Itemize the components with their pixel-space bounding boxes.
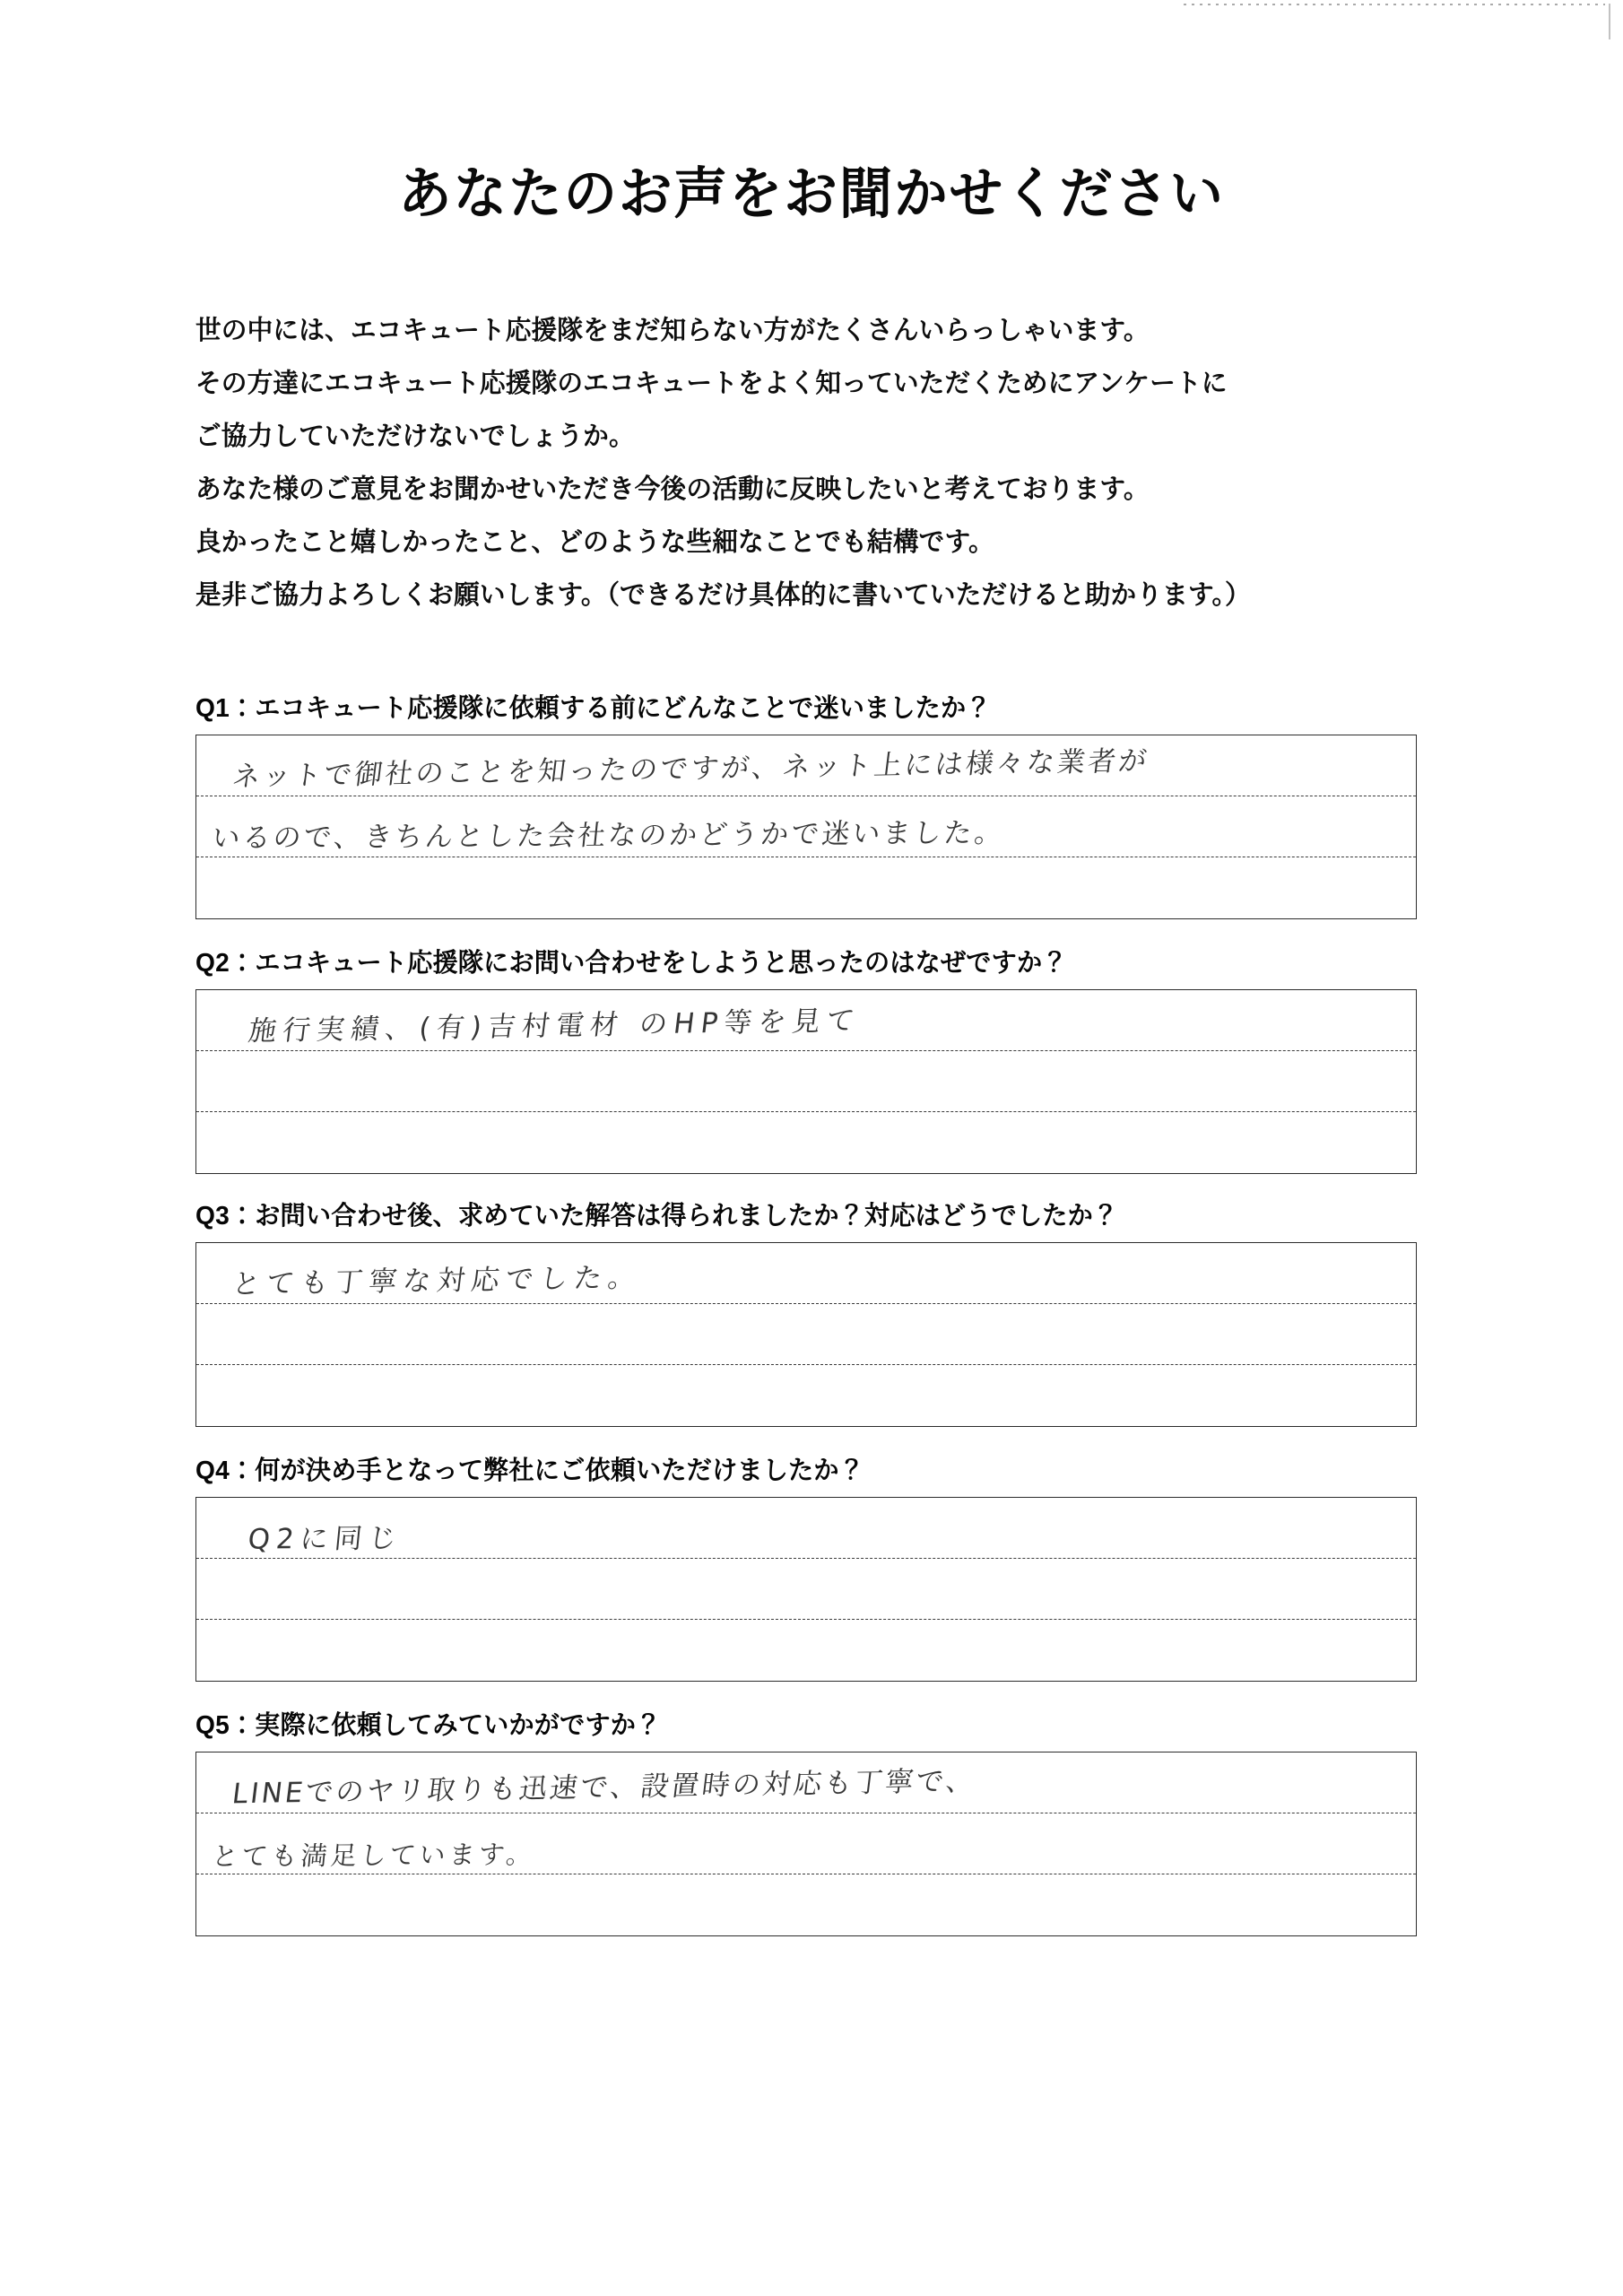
question-block-q1 bbox=[195, 696, 1417, 919]
handwritten-answer-line bbox=[196, 1917, 1417, 1932]
handwritten-answer-line: ネットで御社のことを知ったのですが、ネット上には様々な業者が bbox=[230, 744, 1151, 794]
scan-edge-artifact-right bbox=[1609, 4, 1610, 39]
question-block-q5 bbox=[195, 1713, 1417, 1936]
answer-row[interactable] bbox=[196, 1365, 1416, 1426]
question-label-q3: Q3：お問い合わせ後、求めていた解答は得られましたか？対応はどうでしたか？ bbox=[195, 1202, 1119, 1231]
handwritten-answer-line: 施行実績、(有)吉村電材 のHP等を見て bbox=[246, 1004, 863, 1048]
answer-row[interactable] bbox=[196, 1243, 1416, 1304]
answer-row[interactable] bbox=[196, 1620, 1416, 1681]
answer-box-q3[interactable] bbox=[195, 1242, 1417, 1427]
answer-row[interactable] bbox=[196, 1112, 1416, 1173]
answer-row[interactable] bbox=[196, 1752, 1416, 1813]
handwritten-answer-line: いるので、きちんとした会社なのかどうかで迷いました。 bbox=[210, 816, 1007, 855]
intro-line: その方達にエコキュート応援隊のエコキュートをよく知っていただくためにアンケートに bbox=[195, 369, 1228, 399]
scan-edge-artifact-top bbox=[1184, 4, 1605, 5]
answer-row[interactable] bbox=[196, 1559, 1416, 1620]
handwritten-answer-line bbox=[196, 1092, 1417, 1108]
intro-line: 世の中には、エコキュート応援隊をまだ知らない方がたくさんいらっしゃいます。 bbox=[195, 316, 1150, 345]
answer-row[interactable] bbox=[196, 1304, 1416, 1365]
question-block-q2 bbox=[195, 951, 1417, 1174]
answer-row[interactable] bbox=[196, 1051, 1416, 1112]
handwritten-answer-line bbox=[196, 900, 1417, 915]
handwritten-answer-line bbox=[196, 1345, 1417, 1361]
answer-box-q4[interactable] bbox=[195, 1497, 1417, 1682]
handwritten-answer-line: とても丁寧な対応でした。 bbox=[230, 1261, 645, 1301]
handwritten-answer-line bbox=[196, 1600, 1417, 1615]
handwritten-answer-line bbox=[196, 1407, 1417, 1422]
answer-row[interactable] bbox=[196, 1498, 1416, 1559]
intro-line: ご協力していただけないでしょうか。 bbox=[195, 422, 635, 452]
answer-box-q1[interactable] bbox=[195, 735, 1417, 919]
question-label-q4: Q4：何が決め手となって弊社にご依頼いただけましたか？ bbox=[195, 1457, 865, 1485]
question-block-q4 bbox=[195, 1458, 1417, 1682]
handwritten-answer-line: とても満足しています。 bbox=[210, 1839, 538, 1872]
intro-paragraph bbox=[195, 316, 1469, 610]
intro-line: 良かったこと嬉しかったこと、どのような些細なことでも結構です。 bbox=[195, 527, 994, 558]
answer-row[interactable] bbox=[196, 796, 1416, 857]
answer-box-q5[interactable] bbox=[195, 1752, 1417, 1936]
answer-row[interactable] bbox=[196, 1813, 1416, 1874]
handwritten-answer-line bbox=[196, 1154, 1417, 1170]
answer-row[interactable] bbox=[196, 735, 1416, 796]
intro-line: 是非ご協力よろしくお願いします。（できるだけ具体的に書いていただけると助かります。） bbox=[195, 580, 1251, 611]
page-title: あなたのお声をお聞かせください bbox=[398, 163, 1225, 225]
intro-line: あなた様のご意見をお聞かせいただき今後の活動に反映したいと考えております。 bbox=[195, 474, 1150, 505]
question-label-q2: Q2：エコキュート応援隊にお問い合わせをしようと思ったのはなぜですか？ bbox=[195, 949, 1068, 978]
handwritten-answer-line: Q2に同じ bbox=[246, 1522, 404, 1556]
question-block-q3 bbox=[195, 1204, 1417, 1427]
question-label-q1: Q1：エコキュート応援隊に依頼する前にどんなことで迷いましたか？ bbox=[195, 694, 992, 723]
answer-row[interactable] bbox=[196, 990, 1416, 1051]
handwritten-answer-line bbox=[196, 1662, 1417, 1677]
question-label-q5: Q5：実際に依頼してみていかがですか？ bbox=[195, 1711, 662, 1740]
answer-row[interactable] bbox=[196, 1874, 1416, 1935]
handwritten-answer-line: LINEでのヤリ取りも迅速で、設置時の対応も丁寧で、 bbox=[230, 1764, 979, 1811]
answer-box-q2[interactable] bbox=[195, 989, 1417, 1174]
answer-row[interactable] bbox=[196, 857, 1416, 918]
